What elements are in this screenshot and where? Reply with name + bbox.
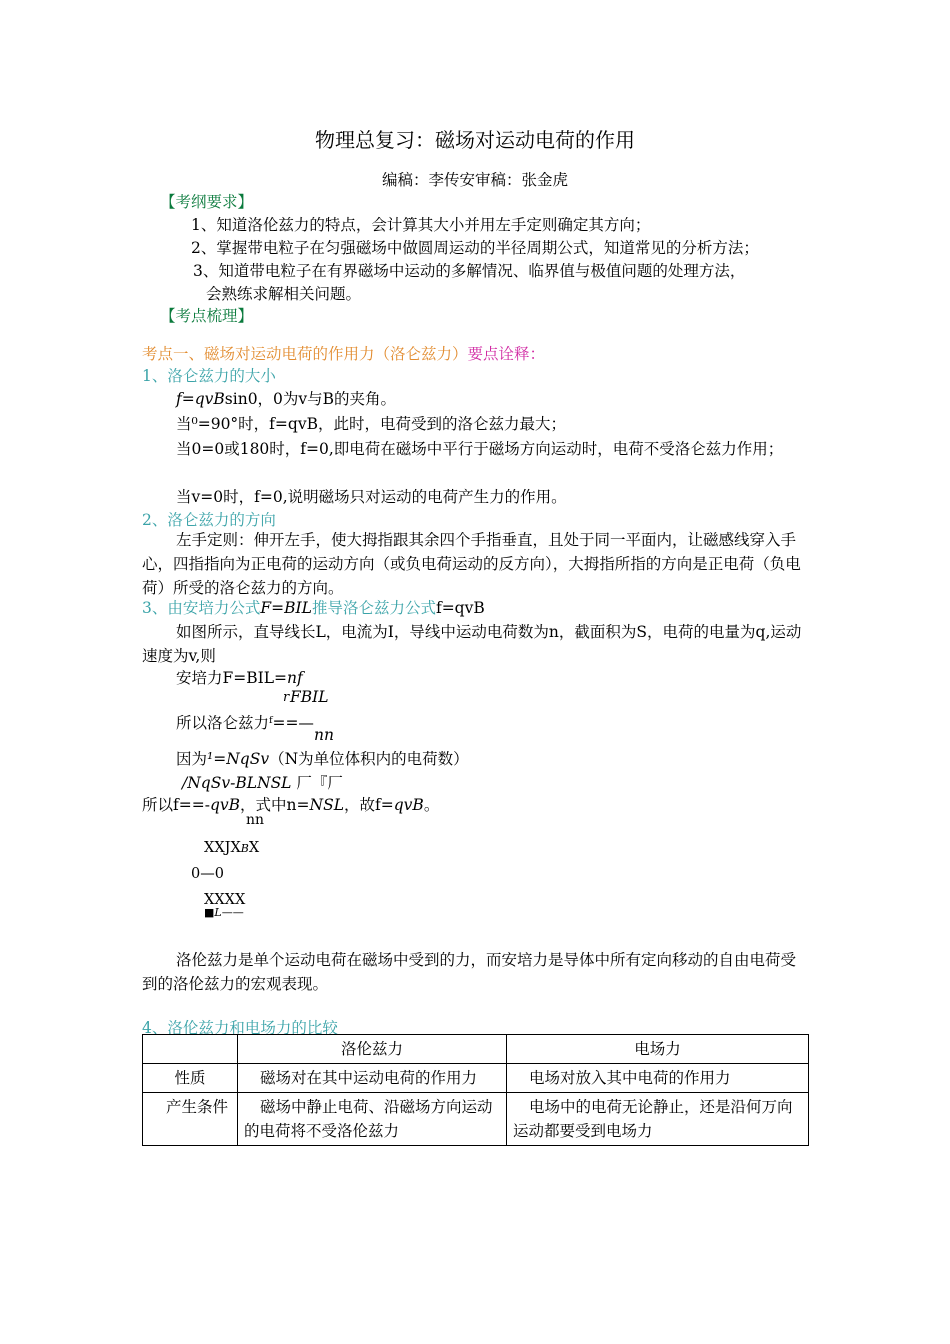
formula-fqvb: f=qvB <box>176 390 225 408</box>
paragraph-derivation: 如图所示，直导线长L，电流为I，导线中运动电荷数为n，截面积为S，电荷的电量为q,运动速度为v,则 <box>142 623 802 665</box>
heading-3-d: f=qvB <box>435 599 485 617</box>
paragraph-left-hand-rule: 左手定则：伸开左手，使大拇指跟其余四个手指垂直，且处于同一平面内，让磁感线穿入手心，四指指向为正电荷的运动方向（或负电荷运动的反方向），大拇指所指的方向是正电荷（负电荷）所受的洛仑兹力的方向。 <box>142 531 801 597</box>
heading-3-a: 3、由安培力公式 <box>142 599 261 617</box>
table-cell: 电场对放入其中电荷的作用力 <box>507 1064 809 1093</box>
key-point-1-title: 考点一、磁场对运动电荷的作用力（洛仑兹力） <box>142 345 468 363</box>
table-header-cell: 洛伦兹力 <box>238 1035 507 1064</box>
table-cell: 产生条件 <box>143 1093 238 1146</box>
formula-line-3: 当0=0或180时，f=0,即电荷在磁场中平行于磁场方向运动时，电荷不受洛仑兹力作用； <box>176 440 784 458</box>
figure-row-1-c: X <box>248 840 260 856</box>
equation-3-a: 因为 <box>176 750 208 768</box>
figure-row-4 <box>204 906 244 919</box>
figure-row-4-c: —— <box>221 906 244 919</box>
equation-4-top-a: /NqSv-BLNSL <box>182 774 292 792</box>
heading-3-c: 推导洛仑兹力公式 <box>311 599 436 617</box>
formula-rest: sin0，0为v与B的夹角。 <box>224 390 397 408</box>
equation-4-top <box>182 771 343 793</box>
equation-4-f: qvB <box>393 796 424 814</box>
heading-3-b: F=BIL <box>260 599 312 617</box>
equation-4-b: qvB <box>209 796 241 814</box>
heading-1: 1、洛仑兹力的大小 <box>142 367 276 385</box>
formula-line-4: 当v=0时，f=0,说明磁场只对运动的电荷产生力的作用。 <box>176 488 567 506</box>
table-cell: 磁场对在其中运动电荷的作用力 <box>238 1064 507 1093</box>
heading-2: 2、洛仑兹力的方向 <box>142 511 276 529</box>
table-row <box>143 1093 809 1146</box>
equation-1-a: 安培力F=BIL= <box>176 669 288 687</box>
equation-2-denominator: nn <box>314 726 334 744</box>
table-header-row <box>143 1035 809 1064</box>
table-cell: 电场中的电荷无论静止，还是沿何万向运动都要受到电场力 <box>507 1093 809 1146</box>
heading-3 <box>142 596 485 618</box>
formula-line-1 <box>176 387 396 409</box>
comparison-table <box>142 1034 809 1146</box>
equation-3 <box>176 747 469 769</box>
requirement-3: 3、知道带电粒子在有界磁场中运动的多解情况、临界值与极值问题的处理方法， <box>193 262 746 280</box>
table-cell: 磁场中静止电荷、沿磁场方向运动的电荷将不受洛伦兹力 <box>238 1093 507 1146</box>
equation-4-top-b: 厂『厂 <box>296 774 343 792</box>
figure-row-1-a: XXJX <box>204 840 241 856</box>
author-line: 编稿：李传安审稿：张金虎 <box>381 171 568 189</box>
equation-4-denominator: nn <box>246 812 265 828</box>
table-header-cell: 电场力 <box>507 1035 809 1064</box>
equation-4 <box>142 793 439 815</box>
equation-2-pre: r <box>283 690 290 705</box>
table-row <box>143 1064 809 1093</box>
table-header-cell <box>143 1035 238 1064</box>
equation-2-numerator: FBIL <box>290 688 329 706</box>
figure-row-3: XXXX <box>204 892 246 908</box>
requirement-3-cont: 会熟练求解相关问题。 <box>206 285 362 303</box>
equation-2 <box>176 711 314 733</box>
figure-row-1-b: B <box>240 842 249 855</box>
equation-3-b: ¹=NqSv <box>207 750 270 768</box>
equation-4-c: ，式中n= <box>240 796 310 814</box>
equation-2-b: ᶠ==— <box>269 714 314 732</box>
equation-4-g: 。 <box>423 796 440 814</box>
requirement-1: 1、知道洛伦兹力的特点，会计算其大小并用左手定则确定其方向； <box>191 216 651 234</box>
heading-4: 4、洛伦兹力和电场力的比较 <box>142 1019 338 1037</box>
key-point-1-note: 要点诠释： <box>467 345 546 363</box>
equation-4-a: 所以f==- <box>142 796 210 814</box>
equation-4-d: NSL <box>309 796 344 814</box>
page-title: 物理总复习：磁场对运动电荷的作用 <box>315 128 635 152</box>
requirement-2: 2、掌握带电粒子在匀强磁场中做圆周运动的半径周期公式，知道常见的分析方法； <box>191 239 759 257</box>
paragraph-summary: 洛伦兹力是单个运动电荷在磁场中受到的力，而安培力是导体中所有定向移动的自由电荷受到的洛伦兹力的宏观表现。 <box>142 951 797 993</box>
figure-row-4-a: ■ <box>204 906 215 919</box>
figure-row-4-b: L <box>214 906 222 919</box>
figure-row-1 <box>204 840 259 856</box>
section-requirements: 【考纲要求】 <box>160 193 254 211</box>
equation-3-c: （N为单位体积内的电荷数） <box>269 750 469 768</box>
equation-1 <box>176 666 303 688</box>
figure-row-2: 0—0 <box>191 866 224 882</box>
equation-1-b: nf <box>287 669 303 687</box>
equation-4-e: ，故f= <box>344 796 394 814</box>
key-point-1-heading <box>142 342 545 364</box>
equation-2-a: 所以洛仑兹力 <box>176 714 270 732</box>
table-cell: 性质 <box>143 1064 238 1093</box>
formula-line-2: 当⁰=90°时，f=qvB，此时，电荷受到的洛仑兹力最大； <box>176 415 566 433</box>
section-points: 【考点梳理】 <box>160 307 254 325</box>
